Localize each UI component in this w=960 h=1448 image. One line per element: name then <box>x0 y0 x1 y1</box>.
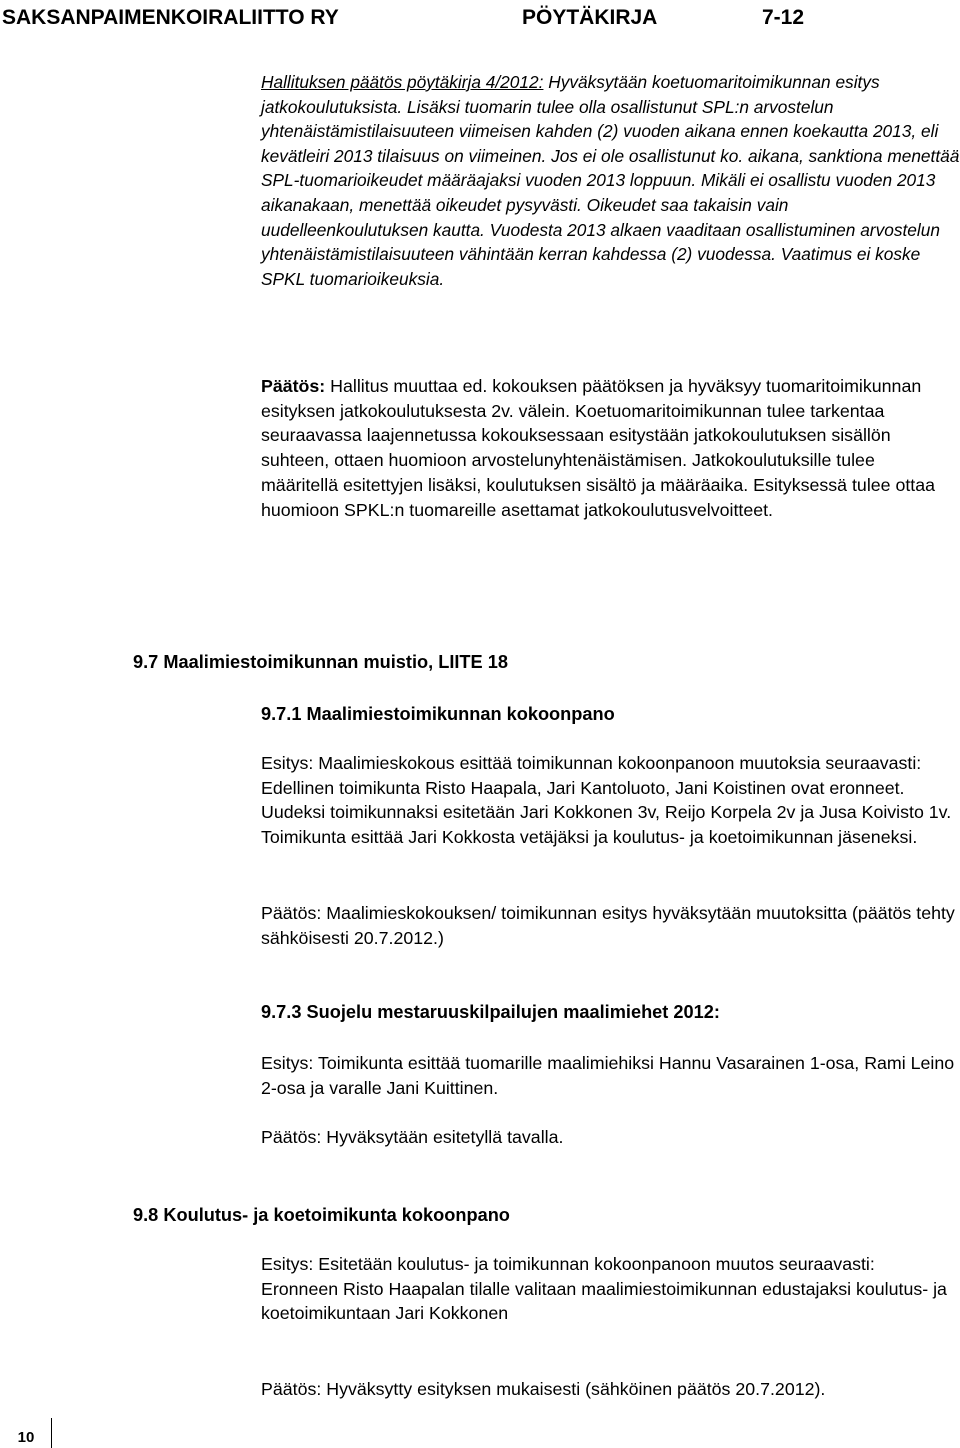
page-header <box>0 4 960 34</box>
section-9-7-1-decision-text: Päätös: Maalimieskokouksen/ toimikunnan esitys hyväksytään muutoksitta (päätös tehty sähköisesti 20.7.2012.) <box>261 903 955 948</box>
decision-label: Päätös: <box>261 376 326 396</box>
board-decision-reference: Hallituksen päätös pöytäkirja 4/2012: <box>261 72 544 92</box>
section-9-7-1-title: 9.7.1 Maalimiestoimikunnan kokoonpano <box>261 704 615 724</box>
section-9-8-proposal-text: Esitys: Esitetään koulutus- ja toimikunnan kokoonpanoon muutos seuraavasti: Eronneen Risto Haapalan tilalle valitaan maalimiestoimikunnan edustajaksi koulutus- ja koetoimikuntaan Jari Kokkonen <box>261 1254 947 1324</box>
section-9-7-1-proposal-text: Esitys: Maalimieskokous esittää toimikunnan kokoonpanoon muutoksia seuraavasti: Edellinen toimikunta Risto Haapala, Jari Kantoluoto, Jani Koistinen ovat eronneet. Uudeksi toimikunnaksi esitetään Jari Kokkonen 3v, Reijo Korpela 2v ja Jusa Koivisto 1v. Toimikunta esittää Jari Kokkosta vetäjäksi ja koulutus- ja koetoimikunnan jäseneksi. <box>261 753 952 848</box>
section-9-8-proposal <box>261 1252 956 1326</box>
section-9-7-3-proposal-text: Esitys: Toimikunta esittää tuomarille maalimiehiksi Hannu Vasarainen 1-osa, Rami Leino 2-osa ja varalle Jani Kuittinen. <box>261 1053 955 1098</box>
section-9-7-3-decision <box>261 1125 956 1150</box>
section-9-8-title: 9.8 Koulutus- ja koetoimikunta kokoonpano <box>133 1205 510 1225</box>
page-range: 7-12 <box>762 6 805 29</box>
document-type: PÖYTÄKIRJA <box>522 6 658 29</box>
section-9-8-decision <box>261 1377 956 1402</box>
organization-name: SAKSANPAIMENKOIRALIITTO RY <box>2 6 339 29</box>
page-number: 10 <box>17 1429 35 1446</box>
decision-paragraph <box>261 374 956 522</box>
section-9-7-1-decision <box>261 901 956 950</box>
section-9-7-title: 9.7 Maalimiestoimikunnan muistio, LIITE 18 <box>133 652 508 672</box>
section-9-7-3-decision-text: Päätös: Hyväksytään esitetyllä tavalla. <box>261 1127 564 1147</box>
section-9-7-3-title: 9.7.3 Suojelu mestaruuskilpailujen maalimiehet 2012: <box>261 1002 720 1022</box>
board-decision-note <box>261 70 960 291</box>
board-decision-body: Hyväksytään koetuomaritoimikunnan esitys jatkokoulutuksista. Lisäksi tuomarin tulee olla osallistunut SPL:n arvostelun yhtenäistämistilaisuuteen viimeisen kahden (2) vuoden aikana ennen koekautta 2013, eli kevätleiri 2013 tilaisuus on viimeinen. Jos ei ole osallistunut ko. aikana, sanktiona menettää SPL-tuomarioikeudet määräajaksi vuoden 2013 loppuun. Mikäli ei osallistu vuoden 2013 aikanakaan, menettää oikeudet pysyvästi. Oikeudet saa takaisin vain uudelleenkoulutuksen kautta. Vuodesta 2013 alkaen vaaditaan osallistuminen arvostelun yhtenäistämistilaisuuteen vähintään kerran kahdessa (2) vuodessa. Vaatimus ei koske SPKL tuomarioikeuksia. <box>261 72 960 289</box>
section-9-8-decision-text: Päätös: Hyväksytty esityksen mukaisesti (sähköinen päätös 20.7.2012). <box>261 1379 826 1399</box>
section-9-7-1-proposal <box>261 751 956 850</box>
section-9-7-3-proposal <box>261 1051 956 1100</box>
decision-text: Hallitus muuttaa ed. kokouksen päätöksen ja hyväksyy tuomaritoimikunnan esityksen jatkokoulutuksesta 2v. välein. Koetuomaritoimikunnan tulee tarkentaa seuraavassa laajennetussa kokouksessaan esitystään jatkokoulutuksen sisällön suhteen, ottaen huomioon arvostelunyhtenäistämisen. Jatkokoulutuksille tulee määritellä esitettyjen lisäksi, koulutuksen sisältö ja määräaika. Esityksessä tulee ottaa huomioon SPKL:n tuomareille asettamat jatkokoulutusvelvoitteet. <box>261 376 936 520</box>
